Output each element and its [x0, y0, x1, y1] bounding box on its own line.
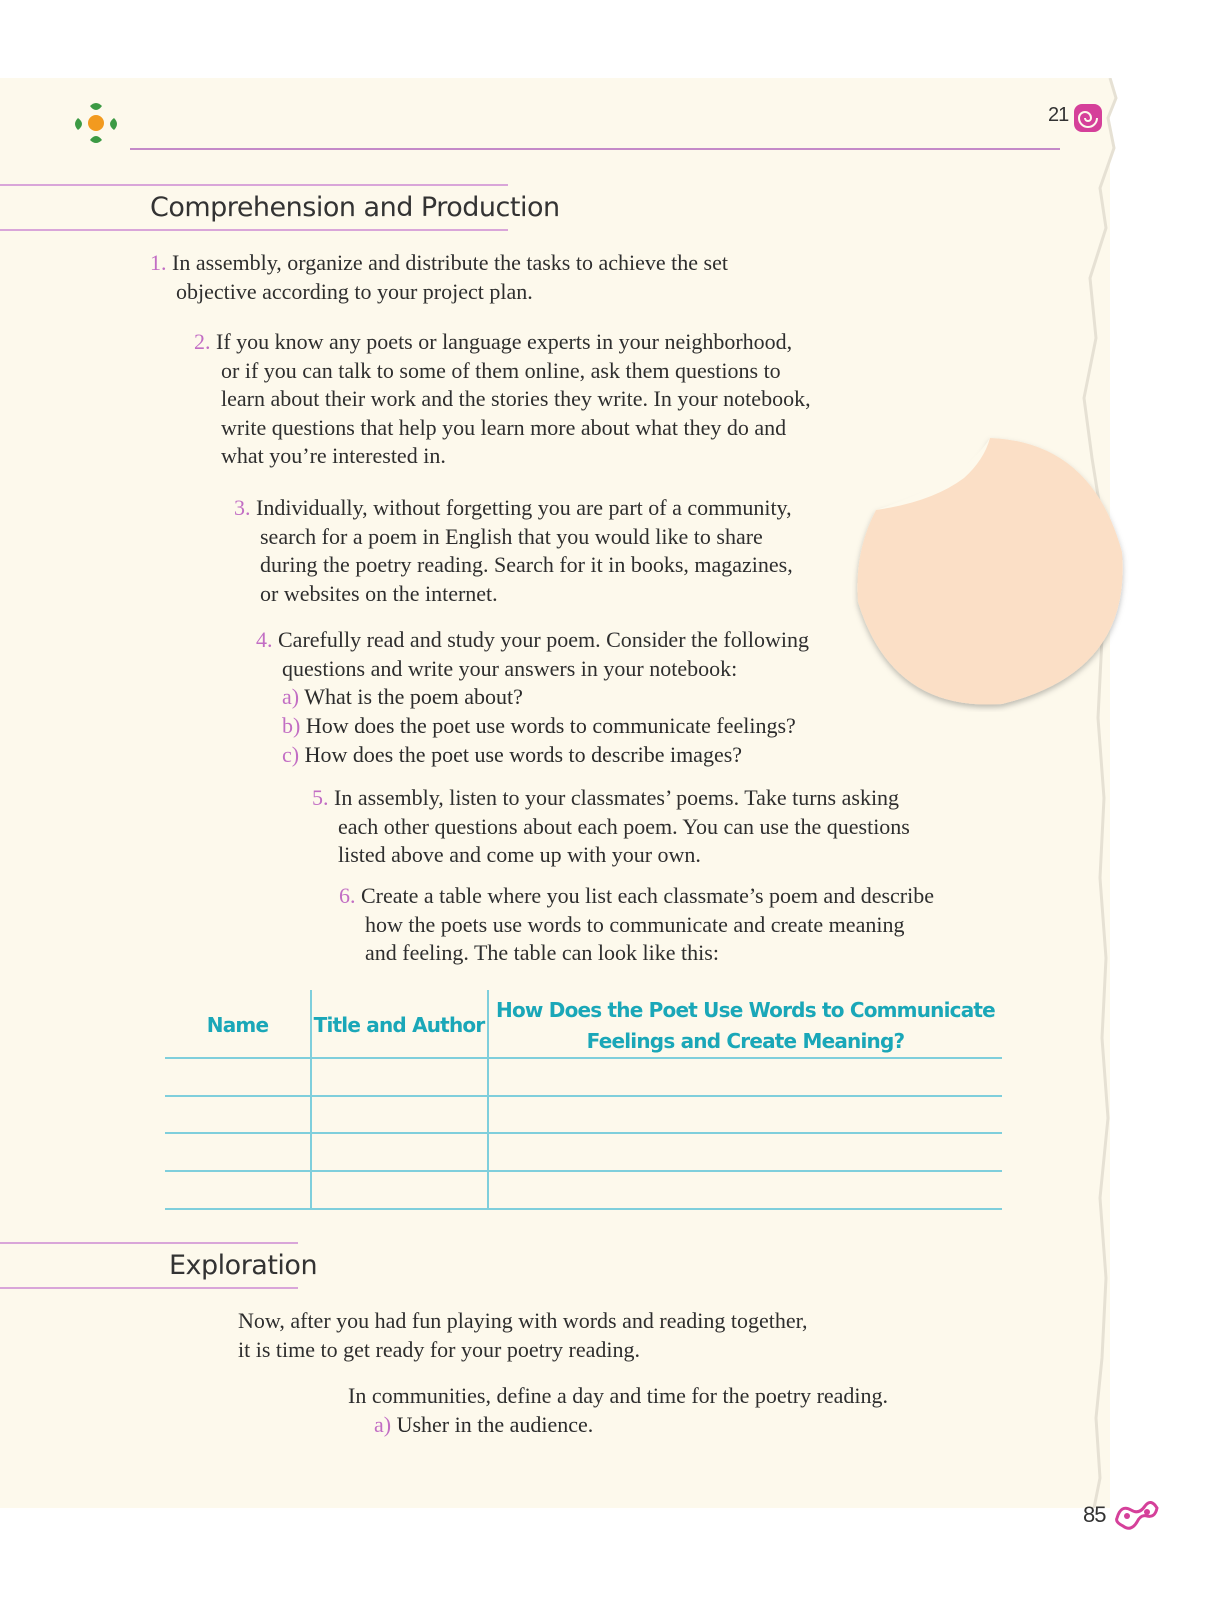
- table-cell[interactable]: [489, 1097, 1002, 1133]
- table-cell[interactable]: [489, 1172, 1002, 1208]
- item-6-line-1: Create a table where you list each classmate’s poem and describe: [361, 883, 934, 908]
- table-cell[interactable]: [165, 1134, 309, 1170]
- subitem-b: [282, 712, 796, 741]
- item-4: [256, 626, 809, 683]
- item-6: [339, 882, 934, 968]
- table-cell[interactable]: [165, 1059, 309, 1095]
- item-6-line-3: and feeling. The table can look like this:: [365, 940, 719, 965]
- exploration-intro: [238, 1307, 808, 1364]
- table-header-name: Name: [206, 1013, 269, 1037]
- exploration-subitem-a-text: Usher in the audience.: [396, 1412, 594, 1437]
- subitem-a-letter: a): [282, 684, 300, 709]
- spiral-icon: [1073, 102, 1103, 134]
- item-3-line-4: or websites on the internet.: [260, 580, 498, 606]
- header-page-number: 21: [1048, 104, 1069, 126]
- item-1-line-2: objective according to your project plan.: [176, 278, 533, 304]
- subitem-c: [282, 741, 742, 770]
- table-cell[interactable]: [312, 1097, 486, 1133]
- subitem-a: [282, 683, 523, 712]
- exploration-instruction: [348, 1382, 888, 1411]
- flower-logo-icon: [70, 98, 126, 154]
- comprehension-heading: [0, 184, 560, 234]
- subitem-a-text: What is the poem about?: [304, 684, 523, 709]
- item-1-line-1: In assembly, organize and distribute the tasks to achieve the set: [172, 250, 728, 275]
- exploration-instruction-text: In communities, define a day and time for the poetry reading.: [348, 1383, 889, 1408]
- table-cell[interactable]: [489, 1059, 1002, 1095]
- item-3-line-2: search for a poem in English that you would like to share: [260, 523, 763, 549]
- item-5-line-2: each other questions about each poem. You can use the questions: [338, 813, 910, 839]
- subitem-b-letter: b): [282, 713, 301, 738]
- table-cell[interactable]: [312, 1134, 486, 1170]
- header-rule: [130, 148, 1060, 150]
- item-3-line-1: Individually, without forgetting you are part of a community,: [256, 495, 792, 520]
- item-5-line-1: In assembly, listen to your classmates’ poems. Take turns asking: [334, 785, 900, 810]
- item-1: [150, 249, 728, 306]
- table-bottom-rule: [165, 1208, 1002, 1210]
- item-2: [194, 328, 811, 471]
- exploration-title: Exploration: [169, 1250, 318, 1281]
- subitem-c-text: How does the poet use words to describe images?: [304, 742, 743, 767]
- table-header-title-author: Title and Author: [313, 1013, 485, 1037]
- item-4-number: 4.: [256, 627, 273, 652]
- item-2-line-4: write questions that help you learn more about what they do and: [221, 414, 787, 440]
- footer-page-number: 85: [1083, 1502, 1106, 1527]
- table-cell[interactable]: [312, 1059, 486, 1095]
- table-cell[interactable]: [165, 1172, 309, 1208]
- item-3-line-3: during the poetry reading. Search for it in books, magazines,: [260, 552, 793, 577]
- table-cell[interactable]: [312, 1172, 486, 1208]
- torn-paper-edge: [1070, 78, 1140, 1508]
- item-4-line-2: questions and write your answers in your notebook:: [282, 655, 738, 681]
- pink-ornament-icon: [1113, 1500, 1161, 1530]
- exploration-intro-line-2: it is time to get ready for your poetry reading.: [238, 1336, 640, 1362]
- table-header-how-line-2: Feelings and Create Meaning?: [586, 1029, 905, 1053]
- poem-table: [165, 990, 1002, 1212]
- exploration-intro-line-1: Now, after you had fun playing with words and reading together,: [238, 1308, 808, 1333]
- item-5: [312, 784, 910, 870]
- exploration-subitem-a-letter: a): [374, 1412, 392, 1437]
- table-header-how-line-1: How Does the Poet Use Words to Communicate: [496, 998, 995, 1022]
- item-2-number: 2.: [194, 329, 211, 354]
- item-1-number: 1.: [150, 250, 167, 275]
- item-6-line-2: how the poets use words to communicate and create meaning: [365, 911, 905, 937]
- table-cell[interactable]: [489, 1134, 1002, 1170]
- item-6-number: 6.: [339, 883, 356, 908]
- item-5-number: 5.: [312, 785, 329, 810]
- item-2-line-5: what you’re interested in.: [221, 443, 446, 468]
- exploration-subitem-a: [374, 1411, 593, 1440]
- item-2-line-1: If you know any poets or language experts in your neighborhood,: [216, 329, 793, 354]
- item-5-line-3: listed above and come up with your own.: [338, 842, 701, 867]
- item-2-line-2: or if you can talk to some of them online, ask them questions to: [221, 357, 781, 383]
- item-3-number: 3.: [234, 495, 251, 520]
- subitem-b-text: How does the poet use words to communicate feelings?: [305, 713, 796, 738]
- table-cell[interactable]: [165, 1097, 309, 1133]
- subitem-c-letter: c): [282, 742, 300, 767]
- item-3: [234, 494, 793, 608]
- item-2-line-3: learn about their work and the stories they write. In your notebook,: [221, 386, 811, 411]
- item-4-line-1: Carefully read and study your poem. Consider the following: [278, 627, 809, 652]
- peeling-sticker: [852, 432, 1132, 712]
- exploration-heading: [0, 1242, 318, 1292]
- comprehension-title: Comprehension and Production: [150, 192, 560, 223]
